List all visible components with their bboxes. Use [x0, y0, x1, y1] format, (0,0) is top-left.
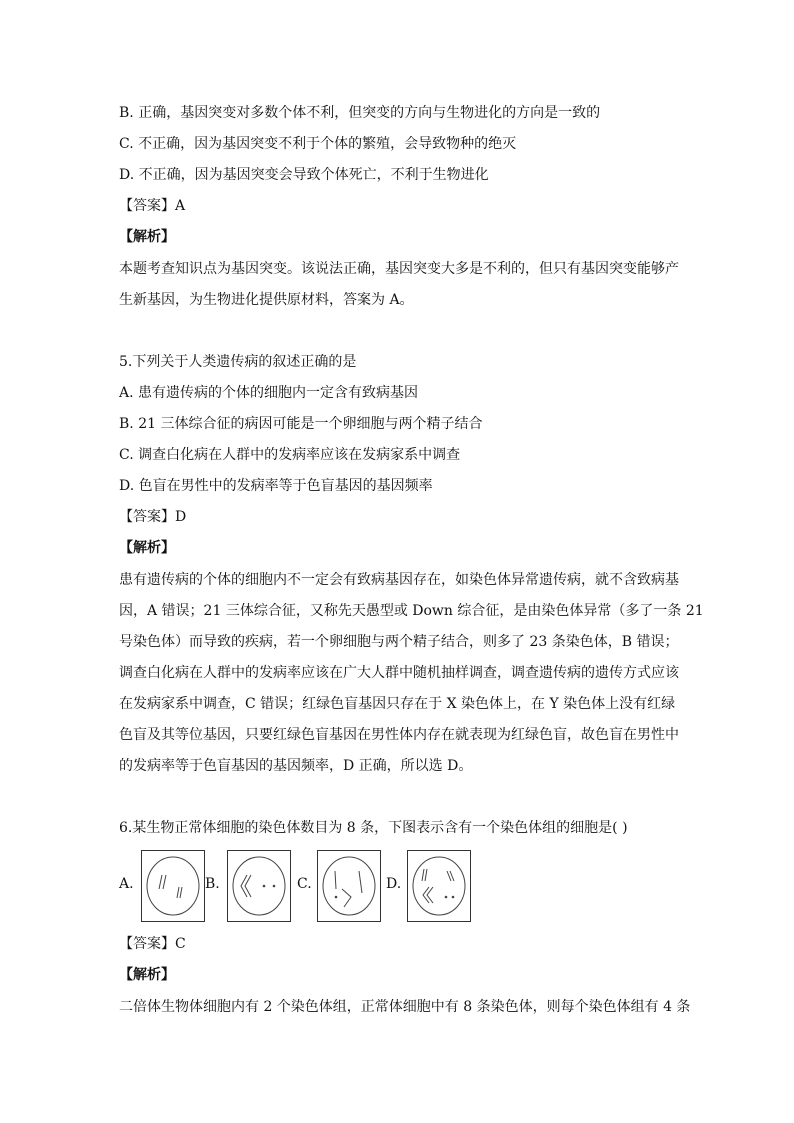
q6-label-d: D. [386, 876, 402, 892]
q6-label-a: A. [119, 876, 134, 892]
q6-stem: 6.某生物正常体细胞的染色体数目为 8 条，下图表示含有一个染色体组的细胞是( ) [119, 820, 628, 836]
q5-option-b: B. 21 三体综合征的病因可能是一个卵细胞与两个精子结合 [119, 416, 483, 432]
q5-analysis-label: 【解析】 [119, 540, 175, 556]
q4-option-d: D. 不正确，因为基因突变会导致个体死亡，不利于生物进化 [119, 167, 489, 183]
cell-c-drawing [318, 851, 380, 921]
q4-answer: 【答案】A [119, 198, 186, 214]
cell-d-drawing [408, 851, 470, 921]
cell-figure-b [227, 850, 291, 922]
q5-option-c: C. 调查白化病在人群中的发病率应该在发病家系中调查 [119, 447, 461, 463]
q6-analysis-line: 二倍体生物体细胞内有 2 个染色体组，正常体细胞中有 8 条染色体，则每个染色体组有 4 条 [119, 999, 691, 1015]
q4-option-c: C. 不正确，因为基因突变不利于个体的繁殖，会导致物种的绝灭 [119, 136, 517, 152]
q5-analysis-line: 色盲及其等位基因，只要红绿色盲基因在男性体内存在就表现为红绿色盲，故色盲在男性中 [119, 727, 679, 743]
cell-figure-a [141, 850, 205, 922]
q5-answer: 【答案】D [119, 509, 187, 525]
q5-option-d: D. 色盲在男性中的发病率等于色盲基因的基因频率 [119, 478, 433, 494]
q6-label-b: B. [205, 876, 220, 892]
q5-analysis-line: 的发病率等于色盲基因的基因频率，D 正确，所以选 D。 [119, 758, 473, 774]
cell-figure-c [317, 850, 381, 922]
q4-option-b: B. 正确，基因突变对多数个体不利，但突变的方向与生物进化的方向是一致的 [119, 105, 601, 121]
q5-analysis-line: 患有遗传病的个体的细胞内不一定会有致病基因存在，如染色体异常遗传病，就不含致病基 [119, 572, 679, 588]
q5-analysis-line: 调查白化病在人群中的发病率应该在广大人群中随机抽样调查，调查遗传病的遗传方式应该 [119, 665, 679, 681]
q6-answer: 【答案】C [119, 936, 186, 952]
q4-analysis-line: 本题考查知识点为基因突变。该说法正确，基因突变大多是不利的，但只有基因突变能够产 [119, 261, 679, 277]
q5-analysis-line: 因，A 错误；21 三体综合征，又称先天愚型或 Down 综合征，是由染色体异常（多了一条 21 [119, 603, 704, 619]
q6-label-c: C. [297, 876, 312, 892]
q4-analysis-label: 【解析】 [119, 229, 175, 245]
q6-analysis-label: 【解析】 [119, 967, 175, 983]
q6-option-figures [119, 850, 679, 924]
q5-analysis-line: 号染色体）而导致的疾病，若一个卵细胞与两个精子结合，则多了 23 条染色体，B 错误； [119, 634, 679, 650]
q5-analysis-line: 在发病家系中调查，C 错误；红绿色盲基因只存在于 X 染色体上，在 Y 染色体上没有红绿 [119, 696, 676, 712]
cell-b-drawing [228, 851, 290, 921]
q5-option-a: A. 患有遗传病的个体的细胞内一定含有致病基因 [119, 385, 419, 401]
q4-analysis-line: 生新基因，为生物进化提供原材料，答案为 A。 [119, 292, 414, 308]
q5-stem: 5.下列关于人类遗传病的叙述正确的是 [119, 354, 357, 370]
cell-figure-d [407, 850, 471, 922]
cell-a-drawing [142, 851, 204, 921]
